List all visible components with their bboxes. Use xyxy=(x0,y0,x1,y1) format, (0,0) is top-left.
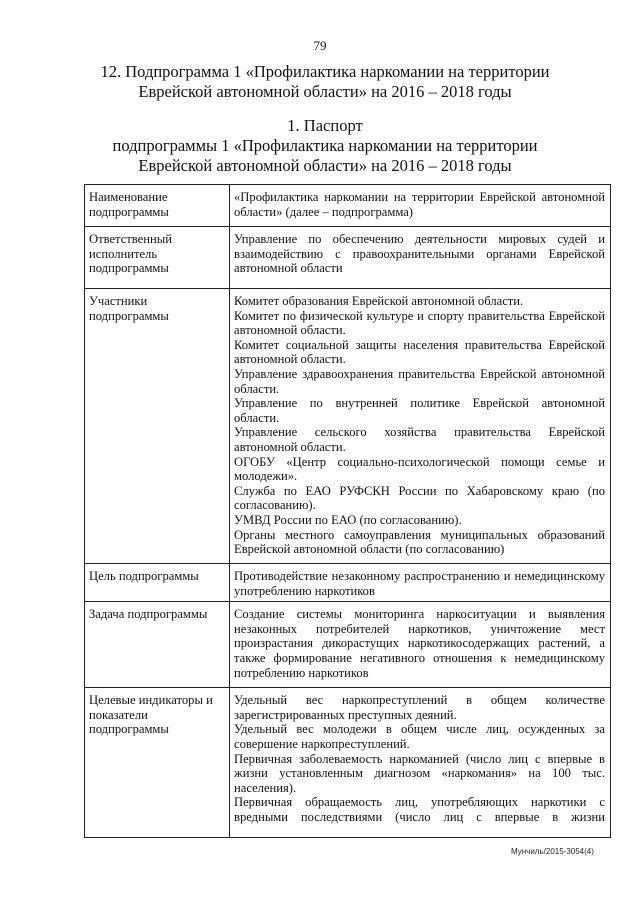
content-paragraph: Удельный вес молодежи в общем числе лиц, осужденных за совершение наркопреступлений. xyxy=(234,722,605,751)
subtitle-line: 1. Паспорт xyxy=(287,116,363,135)
table-row xyxy=(85,688,611,838)
content-paragraph: Управление по обеспечению деятельности мировых судей и взаимодействию с правоохранительными органами Еврейской автономной области xyxy=(234,232,605,276)
content-paragraph: Управление по внутренней политике Еврейской автономной области. xyxy=(234,396,605,425)
row-content xyxy=(230,289,611,564)
row-label: Наименование подпрограммы xyxy=(85,185,230,227)
content-paragraph: Удельный вес наркопреступлений в общем количестве зарегистрированных преступных деяний. xyxy=(234,693,605,722)
passport-heading xyxy=(60,116,590,176)
row-label: Участники подпрограммы xyxy=(85,289,230,564)
row-label: Целевые индикаторы и показатели подпрограммы xyxy=(85,688,230,838)
table-row xyxy=(85,289,611,564)
content-paragraph: УМВД России по ЕАО (по согласованию). xyxy=(234,512,462,527)
row-content xyxy=(230,227,611,289)
row-label: Ответственный исполнитель подпрограммы xyxy=(85,227,230,289)
content-paragraph: ОГОБУ «Центр социально-психологической помощи семье и молодежи». xyxy=(234,454,605,484)
subtitle-line: подпрограммы 1 «Профилактика наркомании на территории xyxy=(112,136,538,155)
subtitle-line: Еврейской автономной области» на 2016 – 2018 годы xyxy=(138,156,512,175)
content-paragraph: Служба по ЕАО РУФСКН России по Хабаровскому краю (по согласованию). xyxy=(234,483,605,513)
content-paragraph: Комитет социальной защиты населения правительства Еврейской автономной области. xyxy=(234,337,605,367)
table-row xyxy=(85,227,611,289)
content-paragraph: Управление сельского хозяйства правительства Еврейской автономной области. xyxy=(234,425,605,454)
title-line: 12. Подпрограмма 1 «Профилактика наркомании на территории xyxy=(100,62,550,81)
content-paragraph: Комитет по физической культуре и спорту правительства Еврейской автономной области. xyxy=(234,308,605,338)
content-paragraph: Противодействие незаконному распространению и немедицинскому употреблению наркотиков xyxy=(234,569,605,598)
content-paragraph: Создание системы мониторинга наркоситуации и выявления незаконных потребителей наркотиков, уничтожение мест произрастания дикорастущих наркотикосодержащих растений, а также формирование негативного отношения к немедицинскому потреблению наркотиков xyxy=(234,607,605,680)
content-paragraph: Первичная заболеваемость наркоманией (число лиц с впервые в жизни установленным диагнозом «наркомания» на 100 тыс. населения). xyxy=(234,751,605,795)
row-content xyxy=(230,688,611,838)
row-label: Цель подпрограммы xyxy=(85,564,230,602)
content-paragraph: Органы местного самоуправления муниципальных образований Еврейской автономной области (по согласованию) xyxy=(234,527,605,557)
content-paragraph: Первичная обращаемость лиц, употребляющих наркотики с вредными последствиями (число лиц с впервые в жизни xyxy=(234,795,605,824)
row-content xyxy=(230,564,611,602)
row-label: Задача подпрограммы xyxy=(85,602,230,688)
row-content xyxy=(230,185,611,227)
row-content xyxy=(230,602,611,688)
table-row xyxy=(85,185,611,227)
passport-table xyxy=(84,184,611,838)
footer-code: Мунчиль/2015-3054(4) xyxy=(511,847,594,856)
title-line: Еврейской автономной области» на 2016 – 2018 годы xyxy=(138,82,512,101)
table-row xyxy=(85,602,611,688)
content-paragraph: Управление здравоохранения правительства Еврейской автономной области. xyxy=(234,366,605,396)
table-row xyxy=(85,564,611,602)
section-title xyxy=(60,62,590,102)
content-paragraph: «Профилактика наркомании на территории Еврейской автономной области» (далее – подпрограмма) xyxy=(234,190,605,219)
page-number: 79 xyxy=(313,38,327,53)
content-paragraph: Комитет образования Еврейской автономной области. xyxy=(234,294,524,308)
